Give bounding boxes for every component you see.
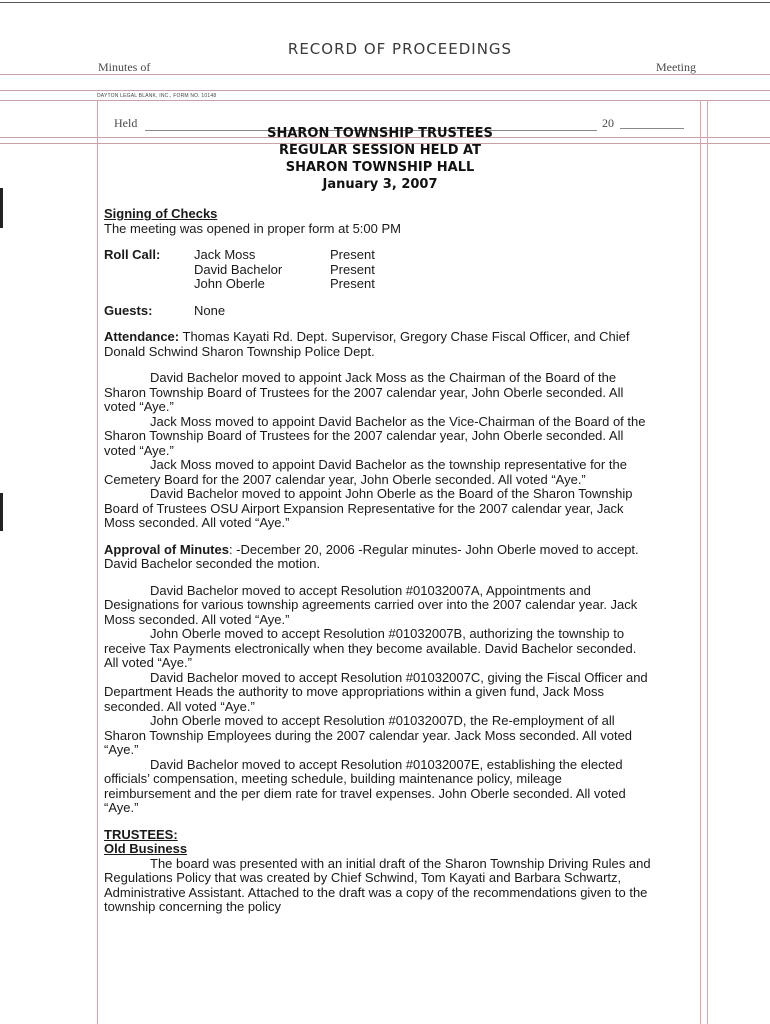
attendance-label: Attendance: [104,329,180,344]
form-margin-right-outer [707,100,708,1024]
form-number: DAYTON LEGAL BLANK, INC., FORM NO. 10148 [97,93,217,99]
title-line: SHARON TOWNSHIP TRUSTEES [267,126,493,141]
guests-label: Guests: [104,302,153,318]
appointment-paragraph: Jack Moss moved to appoint David Bachelor as the township representative for the Cemetery Board for the 2007 calendar year, John Oberle seconded. All voted “Aye.” [104,457,627,487]
attendance-text: Thomas Kayati Rd. Dept. Supervisor, Gregory Chase Fiscal Officer, and Chief Donald Schwind Sharon Township Police Dept. [104,329,630,359]
year-prefix: 20 [602,116,614,130]
guests-value: None [194,302,226,318]
binding-mark-bottom [0,493,3,531]
resolution-paragraph: David Bachelor moved to accept Resolution #01032007C, giving the Fiscal Officer and Department Heads the authority to move appropriations within a given fund, Jack Moss seconded. All voted “Aye.” [104,669,648,714]
form-rule-form-no-lower [0,100,770,101]
title-line: SHARON TOWNSHIP HALL [285,160,475,175]
resolution-paragraph: John Oberle moved to accept Resolution #01032007D, the Re-employment of all Sharon Township Employees during the 2007 calendar year. Jack Moss seconded. All voted “Aye.” [104,713,633,757]
resolution-paragraph: John Oberle moved to accept Resolution #01032007B, authorizing the township to receive Tax Payments electronically when they become available. David Bachelor seconded. All voted “Aye.” [104,626,637,670]
member-name: John Oberle [194,276,265,291]
form-margin-left [97,100,98,1024]
form-margin-right-inner [700,100,701,1024]
appointment-paragraph: David Bachelor moved to appoint John Oberle as the Board of the Sharon Township Board of Trustees OSU Airport Expansion Representative for the 2007 calendar year, Jack Moss seconded. All voted “Aye.” [104,486,633,530]
attendance-paragraph [104,330,652,359]
approval-text: : -December 20, 2006 -Regular minutes- John Oberle moved to accept. David Bachelor seconded the motion. [104,541,639,571]
held-label: Held [114,116,138,130]
appointment-paragraph: Jack Moss moved to appoint David Bachelor as the Vice-Chairman of the Board of the Sharon Township Board of Trustees for the 2007 calendar year, John Oberle seconded. All voted “Aye.” [104,413,646,458]
form-top-border [0,2,770,3]
approval-label: Approval of Minutes [104,541,229,557]
old-business-heading: Old Business [104,841,188,856]
minutes-of-label: Minutes of [98,60,151,74]
binding-mark-top [0,188,3,228]
member-name: Jack Moss [194,247,256,262]
meeting-label: Meeting [656,60,696,74]
roll-call-label: Roll Call: [104,247,161,262]
member-status: Present [330,261,375,277]
member-status: Present [330,247,375,262]
roll-call [104,248,652,292]
approval-paragraph [104,543,652,572]
old-business-text: The board was presented with an initial draft of the Sharon Township Driving Rules and Regulations Policy that was created by Chief Schwind, Tom Kayati and Barbara Schwartz, Administrative Assistant. Attached to the draft was a copy of the recommendations given to the township concerning the policy [104,855,651,914]
trustees-heading: TRUSTEES: [104,826,178,842]
signing-text: The meeting was opened in proper form at 5:00 PM [104,220,401,236]
resolution-paragraph: David Bachelor moved to accept Resolution #01032007A, Appointments and Designations for various township agreements carried over into the 2007 calendar year. Jack Moss seconded. All voted “Aye.” [104,582,638,627]
resolution-paragraph: David Bachelor moved to accept Resolution #01032007E, establishing the elected officials’ compensation, meeting schedule, building maintenance policy, mileage reimbursement and the per diem rate for travel expenses. John Oberle seconded. All voted “Aye.” [104,756,626,815]
appointment-paragraph: David Bachelor moved to appoint Jack Moss as the Chairman of the Board of the Sharon Township Board of Trustees for the 2007 calendar year, John Oberle seconded. All voted “Aye.” [104,370,624,414]
guests-row [104,304,652,319]
title-line: REGULAR SESSION HELD AT [279,143,481,158]
form-header-title: RECORD OF PROCEEDINGS [287,40,513,58]
title-date: January 3, 2007 [322,177,438,192]
signing-heading: Signing of Checks [104,206,218,221]
member-status: Present [330,276,375,291]
form-rule-form-no [0,90,770,91]
member-name: David Bachelor [194,261,283,277]
minutes-body [104,207,652,915]
document-title [130,125,630,193]
